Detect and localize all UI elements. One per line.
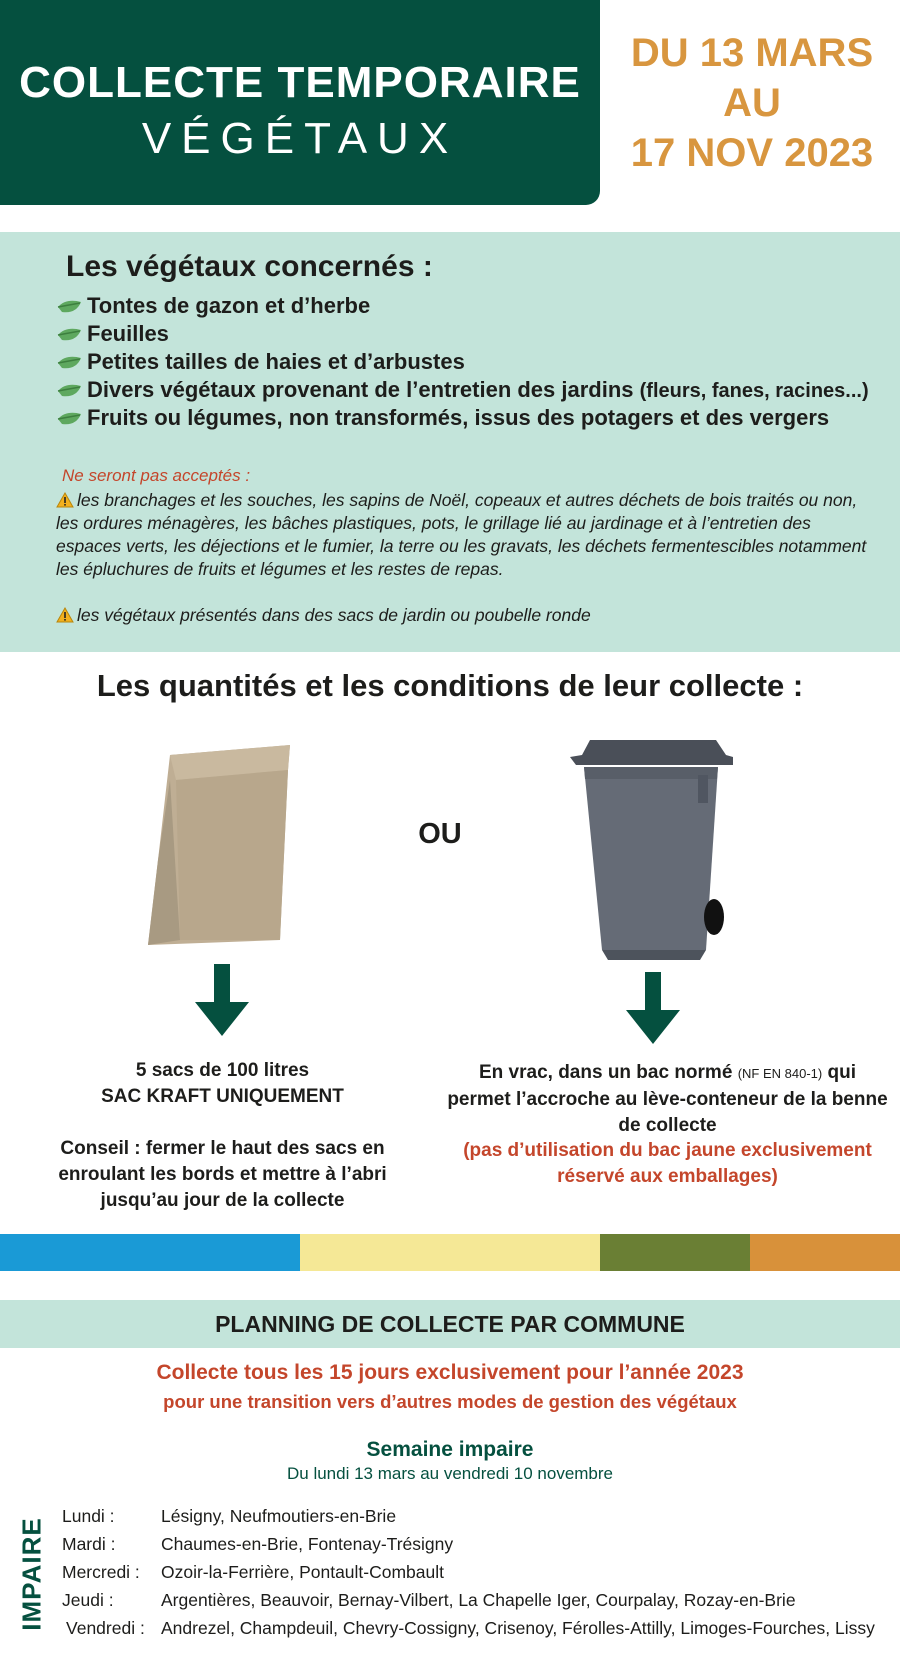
warning-icon <box>56 607 74 623</box>
towns-list: Andrezel, Champdeuil, Chevry-Cossigny, Crisenoy, Férolles-Attilly, Limoges-Fourches, Lissy <box>161 1618 875 1638</box>
color-bar-blue <box>0 1234 300 1271</box>
impaire-vertical-label: IMPAIRE <box>16 1517 47 1631</box>
day-label: Jeudi : <box>62 1590 114 1610</box>
date-line-2: AU <box>723 81 781 125</box>
list-item: Petites tailles de haies et d’arbustes <box>56 349 465 377</box>
arrow-down-icon <box>626 972 680 1044</box>
leaf-icon <box>56 382 83 400</box>
color-bar-yellow <box>300 1234 600 1271</box>
leaf-icon <box>56 298 83 316</box>
concerned-title: Les végétaux concernés : <box>66 250 433 283</box>
list-item: Fruits ou légumes, non transformés, issus des potagers et des vergers <box>56 405 829 433</box>
quantities-title: Les quantités et les conditions de leur collecte : <box>96 668 804 703</box>
refused-title: Ne seront pas acceptés : <box>62 466 251 485</box>
leaf-icon <box>56 410 83 428</box>
towns-list: Lésigny, Neufmoutiers-en-Brie <box>161 1506 397 1526</box>
color-bar-orange <box>750 1234 900 1271</box>
warning-icon <box>56 492 74 508</box>
day-label: Mardi : <box>62 1534 116 1554</box>
leaf-icon <box>56 354 83 372</box>
bin-description: En vrac, dans un bac normé (NF EN 840-1) qui permet l’accroche au lève-conteneur de la benne de collecte <box>447 1062 888 1136</box>
week-title: Semaine impaire <box>366 1438 534 1461</box>
bag-line-2: SAC KRAFT UNIQUEMENT <box>101 1086 344 1107</box>
color-bar-green <box>600 1234 750 1271</box>
bin-warning: (pas d’utilisation du bac jaune exclusivement réservé aux emballages) <box>463 1140 872 1187</box>
list-item: Tontes de gazon et d’herbe <box>56 293 370 321</box>
day-label: Vendredi : <box>66 1618 145 1638</box>
date-line-3: 17 NOV 2023 <box>630 131 874 175</box>
bag-line-1: 5 sacs de 100 litres <box>135 1060 310 1081</box>
page-subtitle: VÉGÉTAUX <box>141 114 459 163</box>
towns-list: Chaumes-en-Brie, Fontenay-Trésigny <box>161 1534 454 1554</box>
refused-item: les végétaux présentés dans des sacs de jardin ou poubelle ronde <box>56 604 871 627</box>
leaf-icon <box>56 326 83 344</box>
planning-title: PLANNING DE COLLECTE PAR COMMUNE <box>215 1311 685 1337</box>
day-label: Mercredi : <box>62 1562 140 1582</box>
arrow-down-icon <box>195 964 249 1036</box>
towns-list: Argentières, Beauvoir, Bernay-Vilbert, La Chapelle Iger, Courpalay, Rozay-en-Brie <box>161 1590 796 1610</box>
refused-item: les branchages et les souches, les sapins de Noël, copeaux et autres déchets de bois traités ou non, les ordures ménagères, les bâches plastiques, pots, le grillage lié au jardinage et à l’entretien des espaces verts, les déjections et le fumier, la terre ou les gravats, les déchets fermentescibles notamment les épluchures de fruits et légumes et les restes de repas. <box>56 490 867 579</box>
list-item: Divers végétaux provenant de l’entretien des jardins (fleurs, fanes, racines...) <box>56 377 869 405</box>
page-title: COLLECTE TEMPORAIRE <box>19 58 581 107</box>
wheelie-bin-icon <box>568 735 738 965</box>
date-line-1: DU 13 MARS <box>630 31 874 75</box>
list-item: Feuilles <box>56 321 169 349</box>
bag-advice: Conseil : fermer le haut des sacs en enroulant les bords et mettre à l’abri jusqu’au jour de la collecte <box>58 1138 387 1211</box>
kraft-bag-icon <box>140 740 300 950</box>
or-label: OU <box>418 818 462 850</box>
planning-subtitle-2: pour une transition vers d’autres modes de gestion des végétaux <box>163 1391 737 1412</box>
day-label: Lundi : <box>62 1506 115 1526</box>
week-range: Du lundi 13 mars au vendredi 10 novembre <box>286 1464 614 1483</box>
planning-subtitle-1: Collecte tous les 15 jours exclusivement pour l’année 2023 <box>156 1361 744 1384</box>
towns-list: Ozoir-la-Ferrière, Pontault-Combault <box>161 1562 445 1582</box>
